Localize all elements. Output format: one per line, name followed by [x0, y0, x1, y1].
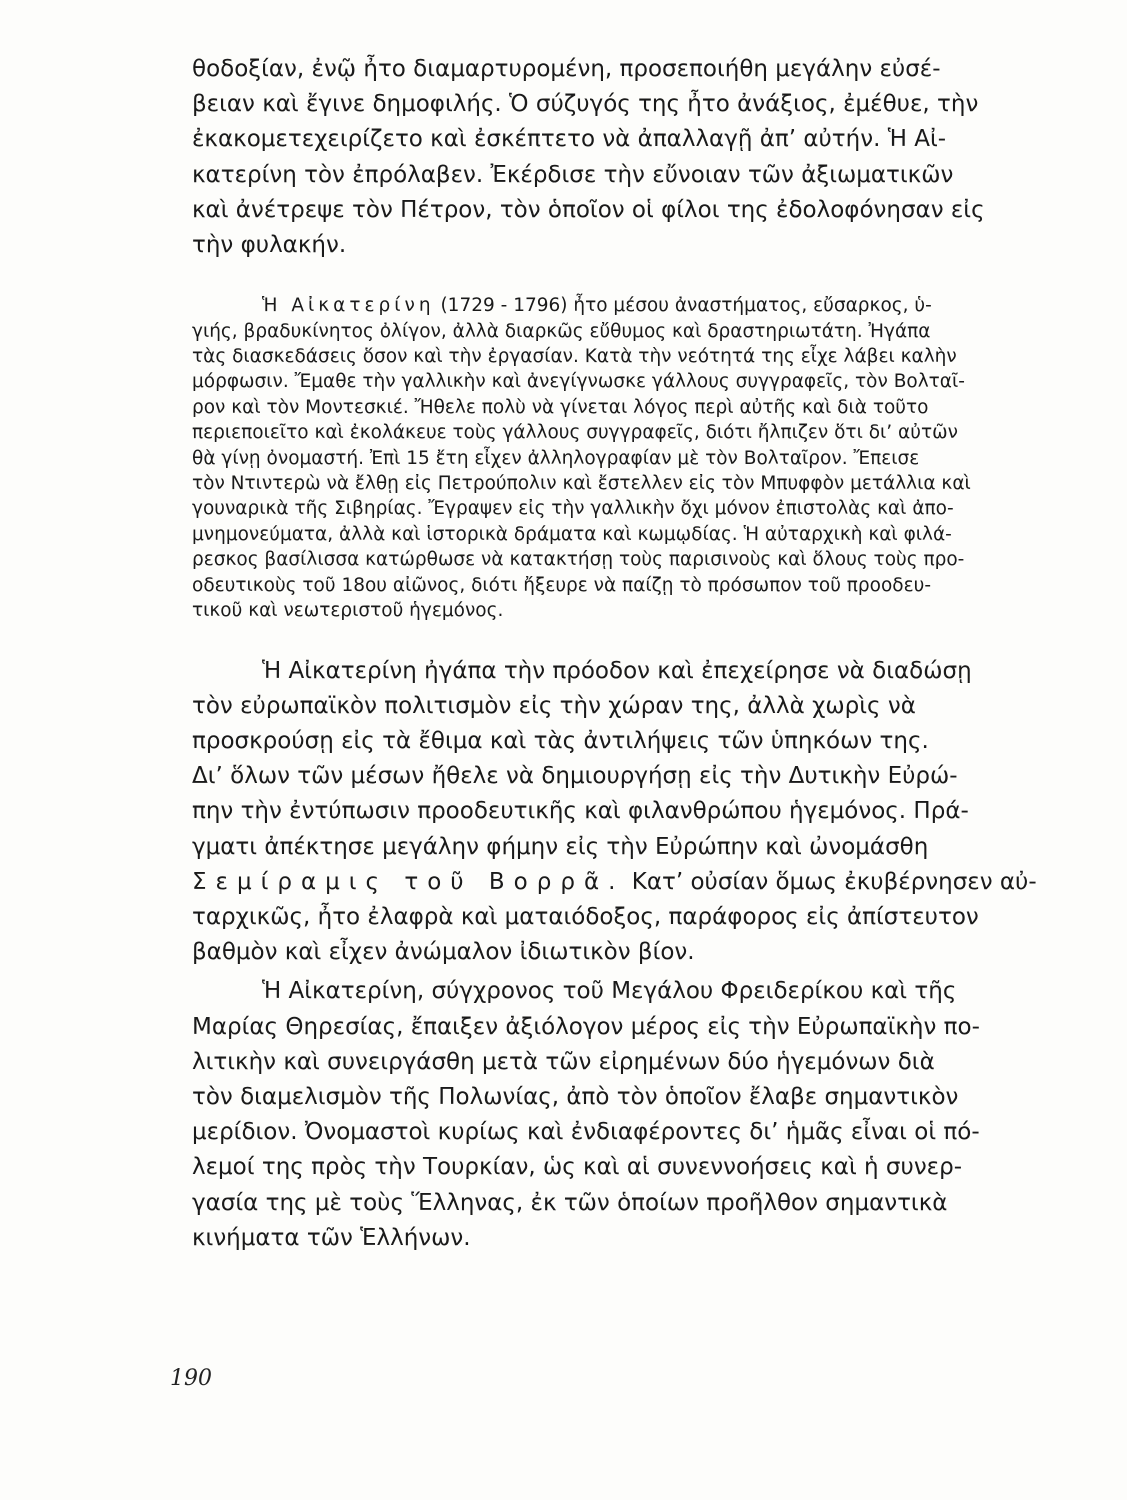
paragraph-3: [192, 974, 1048, 1256]
note-line: τὸν Ντιντερὼ νὰ ἔλθῃ εἰς Πετρούπολιν καὶ ἔστελλεν εἰς τὸν Μπυφφὸν μετάλλια καὶ: [192, 473, 971, 495]
text-line: προσκρούσῃ εἰς τὰ ἔθιμα καὶ τὰς ἀντιλήψεις τῶν ὑπηκόων της.: [192, 727, 929, 754]
page-number: 190: [170, 1366, 212, 1391]
note-line: ρον καὶ τὸν Μοντεσκιέ. Ἤθελε πολὺ νὰ γίνεται λόγος περὶ αὐτῆς καὶ διὰ τοῦτο: [192, 396, 929, 418]
note-line: γιής, βραδυκίνητος ὀλίγον, ἀλλὰ διαρκῶς εὔθυμος καὶ δραστηριωτάτη. Ἠγάπα: [192, 320, 931, 342]
text-line-spaced: [192, 865, 1048, 900]
page-body: [192, 52, 1048, 1256]
text-line: ἐκακομετεχειρίζετο καὶ ἐσκέπτετο νὰ ἀπαλλαγῇ ἀπ’ αὐτήν. Ἡ Αἰ-: [192, 126, 947, 153]
note-name: Ἡ Αἰκατερίνη: [262, 295, 435, 317]
text-line: γασία της μὲ τοὺς Ἕλληνας, ἐκ τῶν ὁποίων προῆλθον σημαντικὰ: [192, 1189, 948, 1216]
note-first-line-rest: (1729 - 1796) ἦτο μέσου ἀναστήματος, εὔσαρκος, ὑ-: [440, 295, 932, 317]
text-line: Ἡ Αἰκατερίνη, σύγχρονος τοῦ Μεγάλου Φρειδερίκου καὶ τῆς: [262, 978, 957, 1005]
note-line: θὰ γίνῃ ὀνομαστή. Ἐπὶ 15 ἔτη εἶχεν ἀλληλογραφίαν μὲ τὸν Βολταῖρον. Ἔπεισε: [192, 447, 920, 469]
note-line: μόρφωσιν. Ἔμαθε τὴν γαλλικὴν καὶ ἀνεγίγνωσκε γάλλους συγγραφεῖς, τὸν Βολταῖ-: [192, 371, 965, 393]
spaced-line-rest: Κατ’ οὐσίαν ὅμως ἐκυβέρνησεν αὐ-: [631, 868, 1037, 895]
text-line: λιτικὴν καὶ συνειργάσθη μετὰ τῶν εἰρημένων δύο ἡγεμόνων διὰ: [192, 1048, 935, 1075]
text-line: τὸν διαμελισμὸν τῆς Πολωνίας, ἀπὸ τὸν ὁποῖον ἔλαβε σημαντικὸν: [192, 1083, 959, 1110]
text-line: θοδοξίαν, ἐνῷ ἦτο διαμαρτυρομένη, προσεποιήθη μεγάλην εὐσέ-: [192, 56, 941, 82]
text-line: βαθμὸν καὶ εἶχεν ἀνώμαλον ἰδιωτικὸν βίον.: [192, 939, 695, 966]
spaced-epithet: Σεμίραμις τοῦ Βορρᾶ.: [192, 868, 625, 895]
text-line: γματι ἀπέκτησε μεγάλην φήμην εἰς τὴν Εὐρώπην καὶ ὠνομάσθη: [192, 833, 929, 860]
paragraph-2: [192, 654, 1048, 971]
text-line: Ἡ Αἰκατερίνη ἠγάπα τὴν πρόοδον καὶ ἐπεχείρησε νὰ διαδώσῃ: [262, 657, 972, 684]
text-line: τὸν εὐρωπαϊκὸν πολιτισμὸν εἰς τὴν χώραν της, ἀλλὰ χωρὶς νὰ: [192, 692, 916, 719]
text-line: λεμοί της πρὸς τὴν Τουρκίαν, ὡς καὶ αἱ συνεννοήσεις καὶ ἡ συνερ-: [192, 1154, 962, 1181]
text-line: βειαν καὶ ἔγινε δημοφιλής. Ὁ σύζυγός της ἦτο ἀνάξιος, ἐμέθυε, τὴν: [192, 91, 979, 118]
note-line: μνημονεύματα, ἀλλὰ καὶ ἱστορικὰ δράματα καὶ κωμῳδίας. Ἡ αὐταρχικὴ καὶ φιλά-: [192, 523, 952, 545]
paragraph-1: [192, 52, 1048, 263]
text-line: καὶ ἀνέτρεψε τὸν Πέτρον, τὸν ὁποῖον οἱ φίλοι της ἐδολοφόνησαν εἰς: [192, 196, 985, 223]
text-line: Μαρίας Θηρεσίας, ἔπαιξεν ἀξιόλογον μέρος εἰς τὴν Εὐρωπαϊκὴν πο-: [192, 1013, 980, 1040]
biographical-note: [192, 293, 1048, 623]
note-line: γουναρικὰ τῆς Σιβηρίας. Ἔγραψεν εἰς τὴν γαλλικὴν ὄχι μόνον ἐπιστολὰς καὶ ἀπο-: [192, 498, 954, 520]
text-line: κινήματα τῶν Ἑλλήνων.: [192, 1224, 471, 1251]
note-line: ρεσκος βασίλισσα κατώρθωσε νὰ κατακτήσῃ τοὺς παρισινοὺς καὶ ὅλους τοὺς προ-: [192, 549, 965, 571]
note-line: τὰς διασκεδάσεις ὅσον καὶ τὴν ἐργασίαν. Κατὰ τὴν νεότητά της εἶχε λάβει καλὴν: [192, 346, 957, 368]
note-line: οδευτικοὺς τοῦ 18ου αἰῶνος, διότι ἤξευρε νὰ παίζῃ τὸ πρόσωπον τοῦ προοδευ-: [192, 574, 932, 596]
text-line: ταρχικῶς, ἦτο ἐλαφρὰ καὶ ματαιόδοξος, παράφορος εἰς ἀπίστευτον: [192, 903, 979, 930]
note-line: τικοῦ καὶ νεωτεριστοῦ ἡγεμόνος.: [192, 600, 504, 622]
text-line: πην τὴν ἐντύπωσιν προοδευτικῆς καὶ φιλανθρώπου ἡγεμόνος. Πρά-: [192, 798, 969, 825]
text-line: κατερίνη τὸν ἐπρόλαβεν. Ἐκέρδισε τὴν εὔνοιαν τῶν ἀξιωματικῶν: [192, 161, 954, 188]
note-first-line: [192, 293, 1048, 318]
note-line: περιεποιεῖτο καὶ ἐκολάκευε τοὺς γάλλους συγγραφεῖς, διότι ἤλπιζεν ὅτι δι’ αὐτῶν: [192, 422, 958, 444]
text-line: Δι’ ὅλων τῶν μέσων ἤθελε νὰ δημιουργήσῃ εἰς τὴν Δυτικὴν Εὐρώ-: [192, 763, 958, 790]
text-line: μερίδιον. Ὀνομαστοὶ κυρίως καὶ ἐνδιαφέροντες δι’ ἡμᾶς εἶναι οἱ πό-: [192, 1119, 980, 1146]
text-line: τὴν φυλακήν.: [192, 232, 347, 259]
